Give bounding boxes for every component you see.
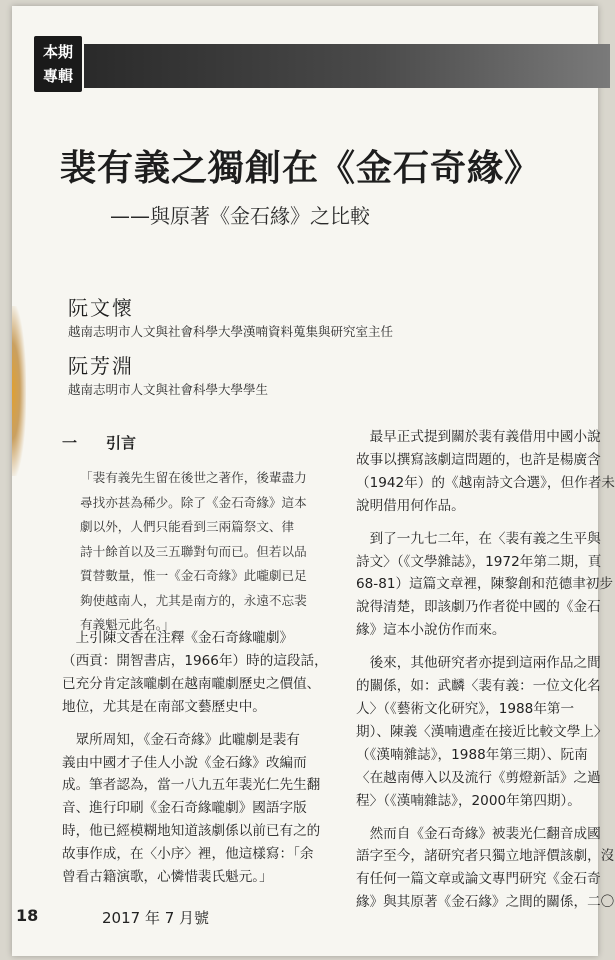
text-line: 到了一九七二年，在〈裴有義之生平與 [356, 530, 601, 547]
text-line: 然而自《金石奇緣》被裴光仁翻音成國 [356, 825, 601, 842]
text-line: （1942年）的《越南詩文合選》，但作者未 [356, 474, 615, 491]
block-quote [80, 466, 320, 638]
paragraph-gap [62, 719, 334, 729]
author-affiliation: 越南志明市人文與社會科學大學學生 [68, 382, 269, 397]
text-line: 說得清楚，即該劇乃作者從中國的《金石 [356, 599, 601, 616]
quote-line: 質替數量，惟一《金石奇緣》此嚨劇已足 [80, 568, 307, 583]
quote-line: 夠使越南人，尤其是南方的，永遠不忘裴 [80, 592, 307, 608]
column-header-line1: 本期 [42, 43, 73, 61]
text-line: 68-81）這篇文章裡，陳黎創和范德聿初步 [356, 576, 613, 593]
article-subtitle: ——與原著《金石緣》之比較 [110, 204, 370, 228]
quote-line: 劇以外，人們只能看到三兩篇祭文、律 [80, 519, 295, 534]
text-line: 人〉（《藝術文化研究》，1988年第一 [356, 700, 575, 717]
text-line: 故事以撰寫該劇這問題的，也許是楊廣含 [356, 451, 601, 468]
text-line: 時，他已經模糊地知道該劇係以前已有之的 [62, 823, 321, 840]
text-line: 眾所周知，《金石奇緣》此嚨劇是裴有 [62, 731, 300, 748]
author-affiliation: 越南志明市人文與社會科學大學漢喃資料蒐集與研究室主任 [68, 324, 394, 339]
paragraph-gap [356, 518, 584, 528]
paragraph [62, 729, 334, 889]
paragraph-gap [356, 642, 584, 652]
page-number: 18 [16, 906, 39, 925]
article-title: 裴有義之獨創在《金石奇緣》 [60, 147, 542, 189]
body-column-left [62, 627, 334, 889]
quote-line: 有義魁元此名。」 [80, 617, 175, 632]
text-line: 音、進行印刷《金石奇緣嚨劇》國語字版 [62, 800, 307, 817]
section-heading [62, 432, 136, 453]
section-number: 一 [62, 434, 78, 452]
text-line: 上引陳文香在注釋《金石奇緣嚨劇》 [62, 630, 294, 646]
text-line: 故事作成，在〈小序〉裡，他這樣寫：「余 [62, 846, 314, 863]
text-line: 詩文〉（《文學雜誌》，1972年第二期，頁 [356, 553, 602, 570]
text-line: 程〉（《漢喃雜誌》，2000年第四期）。 [356, 792, 581, 809]
text-line: 有任何一篇文章或論文專門研究《金石奇 [356, 871, 601, 888]
page-gutter-shadow [12, 306, 26, 476]
text-line: 後來，其他研究者亦提到這兩作品之間 [356, 655, 601, 672]
paragraph-gap [356, 813, 584, 823]
text-line: 緣》與其原著《金石緣》之間的關係，二〇 [356, 894, 615, 911]
column-header-line2: 專輯 [42, 67, 73, 85]
paragraph [356, 823, 615, 915]
text-line: 說明借用何作品。 [356, 497, 465, 514]
issue-date: 2017 年 7 月號 [102, 909, 210, 927]
text-line: 已充分肯定該嚨劇在越南嚨劇歷史之價值、 [62, 675, 321, 692]
paragraph [356, 426, 615, 518]
text-line: （西貢：開智書店，1966年）時的這段話， [62, 652, 328, 669]
quote-line: 尋找亦甚為稀少。除了《金石奇緣》這本 [80, 494, 307, 510]
text-line: 曾看古籍演歌，心憐惜裴氏魁元。」 [62, 869, 273, 886]
quote-line: 詩十餘首以及三五聯對句而已。但若以品 [80, 543, 307, 559]
column-header-bar [84, 44, 610, 88]
section-title: 引言 [106, 434, 137, 452]
text-line: 期）、陳義〈漢喃遺產在接近比較文學上〉 [356, 723, 608, 740]
text-line: 的關係，如：武麟〈裴有義：一位文化名 [356, 678, 601, 695]
paragraph [356, 652, 608, 812]
text-line: 〈在越南傳入以及流行《剪燈新話》之過 [356, 769, 601, 786]
text-line: 語字至今，諸研究者只獨立地評價該劇，沒 [356, 848, 615, 865]
quote-line: 「裴有義先生留在後世之著作，後輩盡力 [80, 470, 307, 485]
text-line: （《漢喃雜誌》，1988年第三期）、阮南 [356, 746, 588, 763]
text-line: 最早正式提到關於裴有義借用中國小說 [356, 429, 601, 445]
author-name: 阮文懷 [68, 296, 134, 320]
column-header-badge [34, 36, 82, 92]
text-line: 義由中國才子佳人小說《金石緣》改編而 [62, 754, 307, 771]
text-line: 成。筆者認為，當一八九五年裴光仁先生翻 [62, 777, 321, 794]
author-name: 阮芳淵 [68, 354, 134, 378]
text-line: 緣》這本小說仿作而來。 [356, 622, 506, 639]
text-line: 地位，尤其是在南部文藝歷史中。 [62, 698, 266, 715]
paragraph [356, 528, 613, 643]
body-column-right [356, 426, 615, 914]
paragraph [62, 627, 334, 719]
